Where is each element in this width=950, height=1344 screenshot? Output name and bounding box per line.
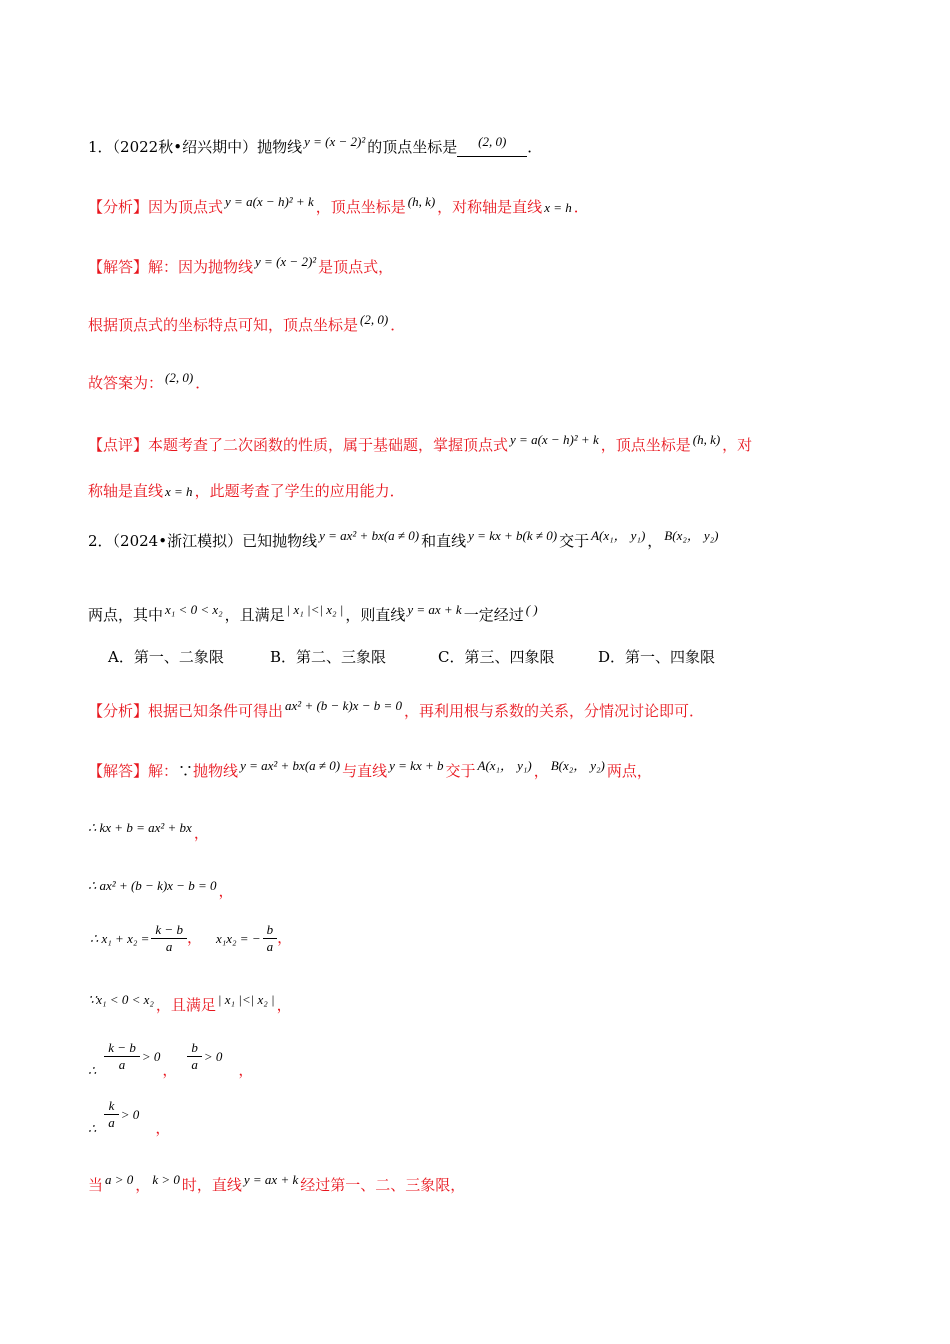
fraction: $\frac{b}{a}$ bbox=[187, 1040, 202, 1073]
q1-solution: 【解答】解：因为抛物线 y = (x − 2)² 是顶点式， bbox=[88, 254, 394, 276]
because-symbol: ∵ bbox=[178, 762, 194, 780]
q2-options bbox=[108, 646, 715, 667]
q2-stem-line2: 两点，其中 x₁ < 0 < x₂ ，且满足 | x₁ |<| x₂ | ，则直线 y = ax + k 一定经过 ( ) bbox=[88, 602, 538, 624]
option-c[interactable]: C．第三、四象限 bbox=[438, 648, 555, 666]
question-number: 1． bbox=[88, 138, 113, 156]
question-number: 2． bbox=[88, 532, 113, 550]
fraction: $\frac{k}{a}$ bbox=[104, 1098, 119, 1131]
q2-step4: ∵x₁ < 0 < x₂ ，且满足 | x₁ |<| x₂ | ， bbox=[88, 992, 292, 1014]
solution-tag: 【解答】 bbox=[88, 258, 149, 276]
question-source: （2024•浙江模拟） bbox=[112, 532, 243, 550]
q1-analysis: 【分析】因为顶点式 y = a(x − h)² + k ，顶点坐标是 (h, k) ，对称轴是直线 x = h ． bbox=[88, 194, 589, 216]
question-source: （2022秋•绍兴期中） bbox=[112, 138, 258, 156]
fraction: $\frac{k - b}{a}$ bbox=[104, 1040, 140, 1073]
q1-comment-line2: 称轴是直线 x = h ，此题考查了学生的应用能力． bbox=[88, 482, 405, 500]
solution-tag: 【解答】 bbox=[88, 762, 149, 780]
q2-step5: ∴ $\frac{k - b}{a}$ > 0， $\frac{b}{a}$ > 0， bbox=[88, 1040, 254, 1079]
q1-comment: 【点评】本题考查了二次函数的性质，属于基础题，掌握顶点式 y = a(x − h)² + k ，顶点坐标是 (h, k) ，对 bbox=[88, 432, 753, 454]
fraction: $\frac{b}{a}$ bbox=[263, 922, 278, 955]
q1-stem: 1．（2022秋•绍兴期中）抛物线 y = (x − 2)² 的顶点坐标是 (2, 0) ． bbox=[88, 134, 543, 156]
fraction: $\frac{k - b}{a}$ bbox=[151, 922, 187, 955]
q1-solution-line2: 根据顶点式的坐标特点可知，顶点坐标是 (2, 0) ． bbox=[88, 312, 406, 334]
analysis-tag: 【分析】 bbox=[88, 702, 149, 720]
q2-solution: 【解答】解：∵抛物线 y = ax² + bx(a ≠ 0) 与直线 y = kx + b 交于 A(x₁， y₁) ， B(x₂， y₂) 两点， bbox=[88, 758, 652, 780]
q2-step6: ∴ $\frac{k}{a}$ > 0， bbox=[88, 1098, 171, 1137]
option-d[interactable]: D．第一、四象限 bbox=[598, 648, 716, 666]
comment-tag: 【点评】 bbox=[88, 436, 149, 454]
option-a[interactable]: A．第一、二象限 bbox=[108, 648, 224, 666]
q2-step2: ∴ ax² + (b − k)x − b = 0 ， bbox=[88, 878, 234, 900]
q2-step3: ∴ x₁ + x₂ = $\frac{k - b}{a}$ ， x₁x₂ = − $\frac{b}{a}$ ， bbox=[90, 922, 293, 954]
q2-step1: ∴ kx + b = ax² + bx ， bbox=[88, 820, 209, 842]
q1-solution-line3: 故答案为： (2, 0) ． bbox=[88, 370, 211, 392]
q2-analysis: 【分析】根据已知条件可得出 ax² + (b − k)x − b = 0 ，再利用根与系数的关系，分情况讨论即可． bbox=[88, 698, 705, 720]
answer-blank: (2, 0) bbox=[457, 138, 527, 157]
analysis-tag: 【分析】 bbox=[88, 198, 149, 216]
q2-stem: 2．（2024•浙江模拟）已知抛物线 y = ax² + bx(a ≠ 0) 和直线 y = kx + b(k ≠ 0) 交于 A(x₁， y₁) ， B(x₂， y₂) bbox=[88, 528, 719, 550]
option-b[interactable]: B．第二、三象限 bbox=[270, 648, 387, 666]
q2-step7: 当 a > 0 ， k > 0 时，直线 y = ax + k 经过第一、二、三象限， bbox=[88, 1172, 466, 1194]
